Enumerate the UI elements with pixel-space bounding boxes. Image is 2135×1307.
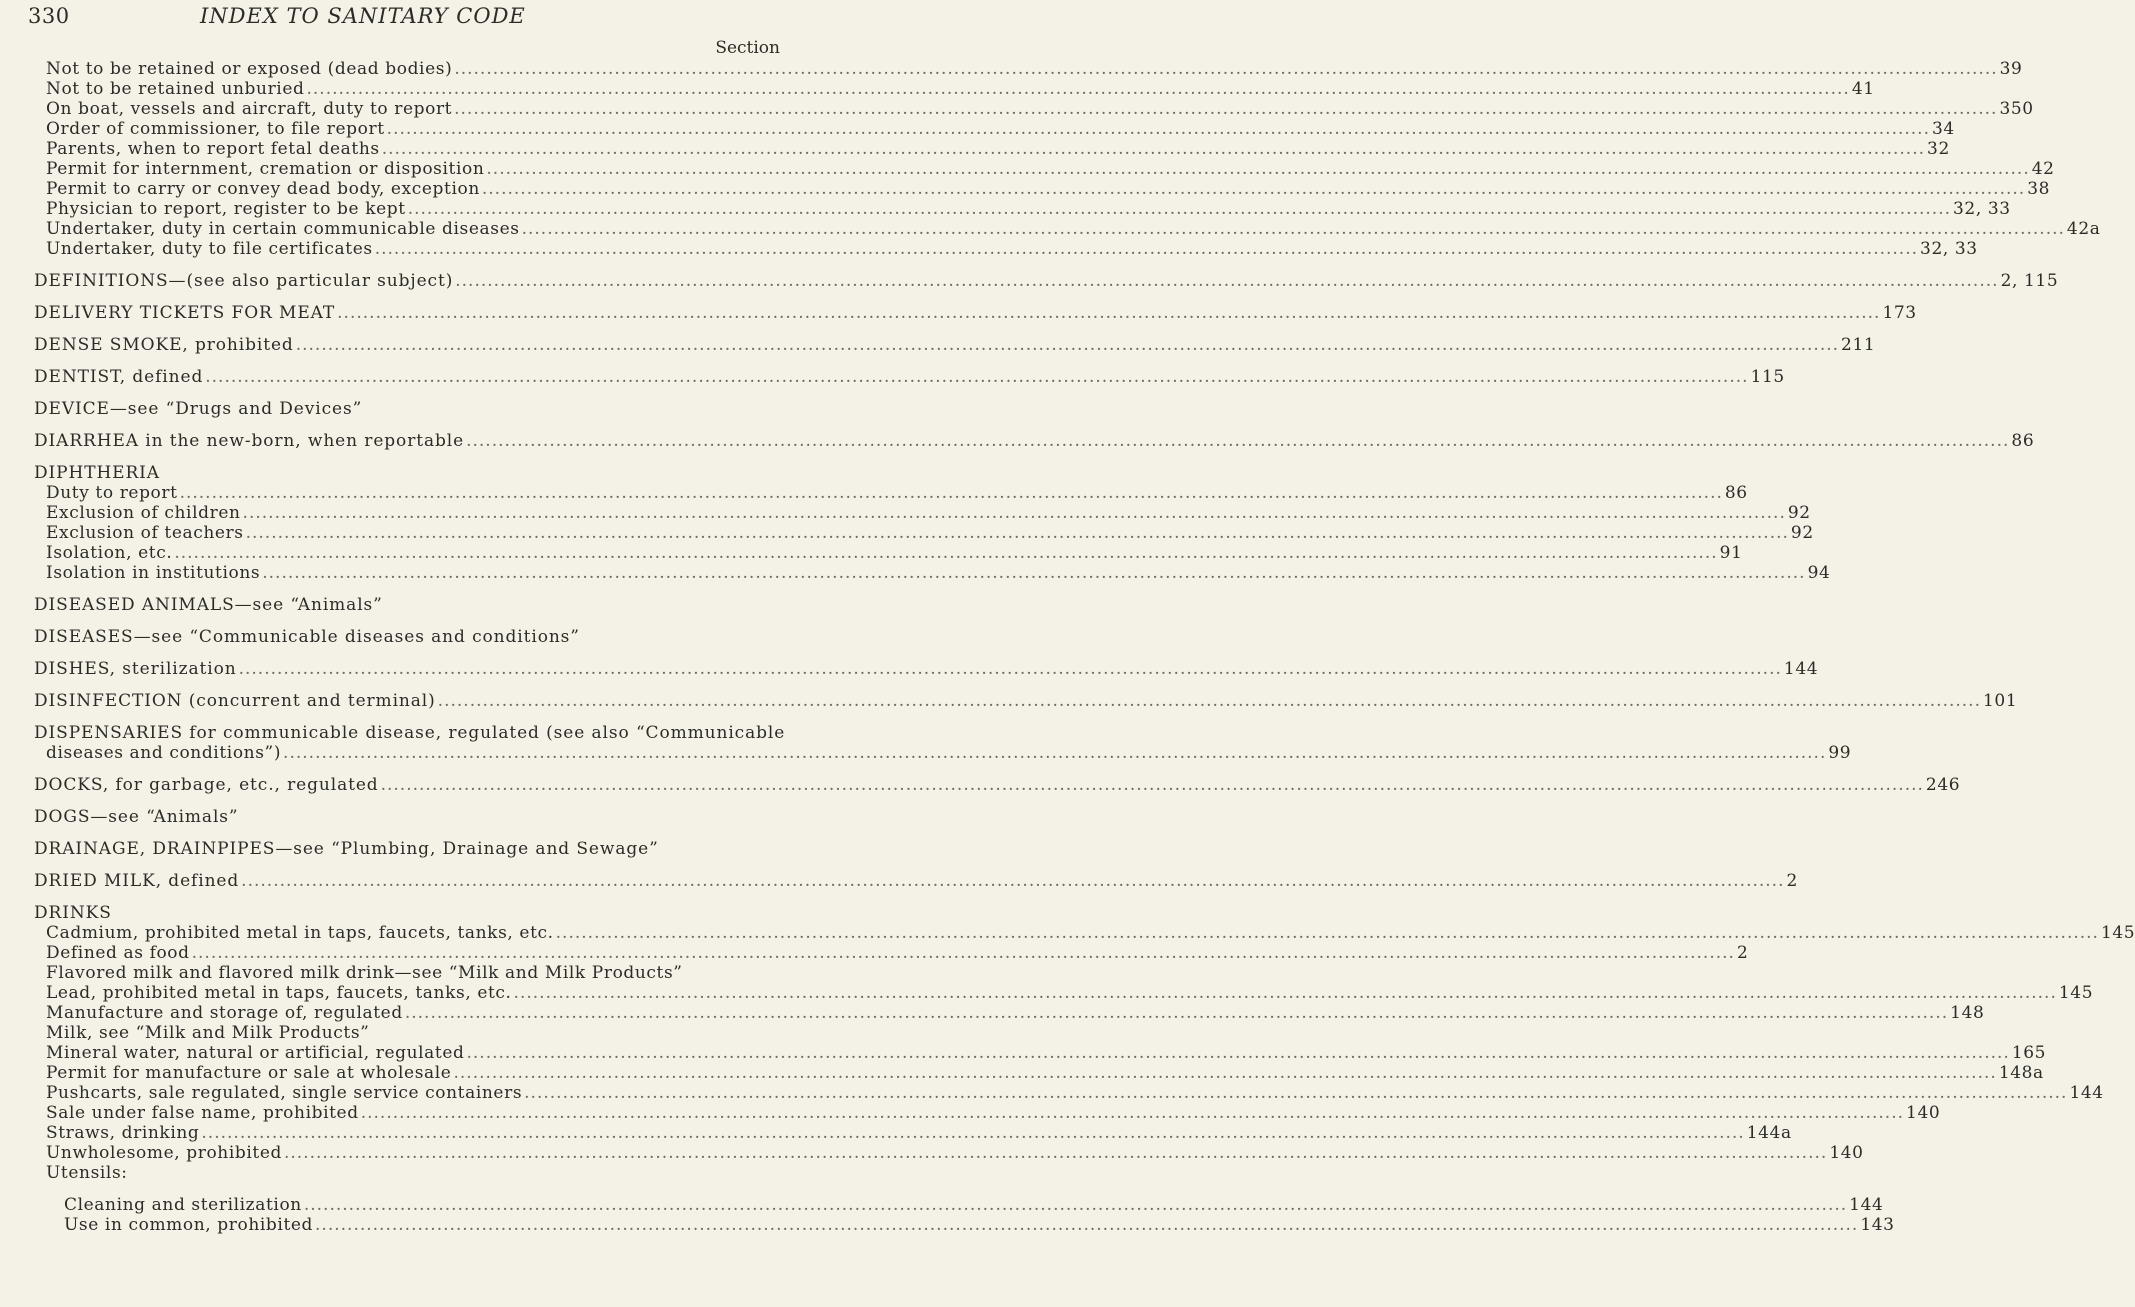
leader-dots: [482, 179, 2025, 199]
index-entry: [34, 271, 2059, 291]
leader-dots: [466, 431, 2009, 451]
leader-dots: [180, 483, 1723, 503]
entry-gap: [34, 259, 780, 271]
entry-text: Straws, drinking: [46, 1123, 200, 1143]
entry-text: Cleaning and sterilization: [64, 1195, 302, 1215]
entry-text: DENTIST, defined: [34, 367, 204, 387]
index-entry: [34, 335, 1876, 355]
leader-dots: [283, 743, 1826, 763]
entry-text: Order of commissioner, to file report: [46, 119, 385, 139]
entry-text: DEFINITIONS—(see also particular subject): [34, 271, 454, 291]
index-heading: DOGS—see “Animals”: [34, 807, 239, 827]
leader-dots: [524, 1083, 2067, 1103]
entry-text: Mineral water, natural or artificial, regulated: [46, 1043, 465, 1063]
section-ref: 246: [1925, 775, 1961, 795]
entry-text: Defined as food: [46, 943, 190, 963]
index-entry: [34, 691, 2018, 711]
section-ref: 145: [2100, 923, 2135, 943]
index-heading: DISEASES—see “Communicable diseases and conditions”: [34, 627, 580, 647]
leader-dots: [405, 1003, 1948, 1023]
index-entry: [34, 1043, 2047, 1063]
index-entry: [34, 239, 1978, 259]
section-ref: 32, 33: [1920, 239, 1978, 259]
index-entry: [34, 943, 1749, 963]
leader-dots: [438, 691, 1981, 711]
index-entry: [34, 1143, 1864, 1163]
index-heading: DEVICE—see “Drugs and Devices”: [34, 399, 363, 419]
entry-text: Not to be retained unburied: [46, 79, 305, 99]
index-entry: [34, 775, 1961, 795]
leader-dots: [361, 1103, 1904, 1123]
index-heading: DRAINAGE, DRAINPIPES—see “Plumbing, Drainage and Sewage”: [34, 839, 659, 859]
page-number: 330: [28, 4, 70, 28]
entry-text: Sale under false name, prohibited: [46, 1103, 359, 1123]
entry-gap: [34, 763, 780, 775]
index-entry: [34, 1103, 1941, 1123]
entry-text: DIARRHEA in the new-born, when reportable: [34, 431, 465, 451]
leader-dots: [556, 923, 2099, 943]
leader-dots: [174, 543, 1717, 563]
entry-gap: [34, 419, 780, 431]
leader-dots: [284, 1143, 1827, 1163]
section-ref: 92: [1790, 523, 1814, 543]
entry-text: Duty to report: [46, 483, 178, 503]
leader-dots: [486, 159, 2029, 179]
section-ref: 91: [1719, 543, 1743, 563]
entry-text: Isolation, etc.: [46, 543, 173, 563]
index-subheading: Milk, see “Milk and Milk Products”: [46, 1023, 370, 1043]
index-heading: DIPHTHERIA: [34, 463, 160, 483]
section-ref: 2: [1786, 871, 1798, 891]
entry-text: Permit to carry or convey dead body, exception: [46, 179, 480, 199]
index-entry: [34, 431, 2035, 451]
entry-gap: [34, 859, 780, 871]
entry-text: Lead, prohibited metal in taps, faucets, tanks, etc.: [46, 983, 512, 1003]
entry-text: diseases and conditions”): [46, 743, 282, 763]
leader-dots: [454, 59, 1997, 79]
entry-text: Isolation in institutions: [46, 563, 261, 583]
index-entry: [34, 59, 2023, 79]
index-entry: [34, 483, 1748, 503]
index-entry: [34, 659, 1819, 679]
entry-text: On boat, vessels and aircraft, duty to report: [46, 99, 453, 119]
section-ref: 140: [1906, 1103, 1941, 1123]
entry-gap: [34, 291, 780, 303]
entry-gap: [34, 451, 780, 463]
section-ref: 86: [1724, 483, 1748, 503]
entry-gap: [34, 355, 780, 367]
index-entry: [34, 743, 1852, 763]
entry-gap: [34, 891, 780, 903]
index-entry: [34, 179, 2051, 199]
index-entry: [34, 367, 1785, 387]
entry-text: Permit for manufacture or sale at wholesale: [46, 1063, 452, 1083]
index-entry: [34, 79, 1875, 99]
section-ref: 86: [2011, 431, 2035, 451]
leader-dots: [201, 1123, 1744, 1143]
index-entry: [34, 119, 1955, 139]
entry-text: Manufacture and storage of, regulated: [46, 1003, 403, 1023]
entry-gap: [34, 795, 780, 807]
index-entry: [34, 1195, 1884, 1215]
index-entry: [34, 983, 2094, 1003]
section-column-label: Section: [715, 38, 780, 58]
index-entry: [34, 503, 1811, 523]
index-entry: [34, 563, 1831, 583]
section-ref: 92: [1787, 503, 1811, 523]
section-ref: 99: [1828, 743, 1852, 763]
entry-gap: [34, 323, 780, 335]
entry-text: Exclusion of teachers: [46, 523, 244, 543]
entry-text: Physician to report, register to be kept: [46, 199, 406, 219]
section-ref: 173: [1882, 303, 1917, 323]
entry-text: DISHES, sterilization: [34, 659, 237, 679]
entry-text: DISINFECTION (concurrent and terminal): [34, 691, 436, 711]
leader-dots: [387, 119, 1930, 139]
entry-text: Use in common, prohibited: [64, 1215, 314, 1235]
entry-gap: [34, 1183, 780, 1195]
section-ref: 211: [1841, 335, 1876, 355]
entry-text: Unwholesome, prohibited: [46, 1143, 282, 1163]
leader-dots: [246, 523, 1789, 543]
entry-gap: [34, 615, 780, 627]
page-header: [28, 0, 788, 30]
entry-gap: [34, 711, 780, 723]
entry-gap: [34, 387, 780, 399]
section-ref: 115: [1750, 367, 1785, 387]
index-entry: [34, 219, 2101, 239]
leader-dots: [514, 983, 2057, 1003]
entry-text: Undertaker, duty in certain communicable diseases: [46, 219, 520, 239]
entry-text: Undertaker, duty to file certificates: [46, 239, 373, 259]
index-heading: DRINKS: [34, 903, 112, 923]
entry-gap: [34, 827, 780, 839]
leader-dots: [262, 563, 1805, 583]
section-ref: 41: [1851, 79, 1875, 99]
section-ref: 144: [1849, 1195, 1884, 1215]
entry-gap: [34, 679, 780, 691]
leader-dots: [408, 199, 1951, 219]
index-entry: [34, 99, 2034, 119]
leader-dots: [205, 367, 1748, 387]
section-ref: 145: [2058, 983, 2094, 1003]
index-entry: [34, 303, 1917, 323]
leader-dots: [467, 1043, 2010, 1063]
section-ref: 140: [1829, 1143, 1864, 1163]
entry-gap: [34, 583, 780, 595]
section-ref: 144: [1783, 659, 1819, 679]
section-ref: 101: [1983, 691, 2018, 711]
index-entry: [34, 1123, 1792, 1143]
index-subheading: Utensils:: [46, 1163, 128, 1183]
section-ref: 350: [1999, 99, 2034, 119]
leader-dots: [454, 99, 1997, 119]
running-title: INDEX TO SANITARY CODE: [200, 4, 526, 28]
leader-dots: [241, 871, 1784, 891]
index-entry: [34, 543, 1743, 563]
section-ref: 32: [1927, 139, 1950, 159]
entry-text: Permit for internment, cremation or disposition: [46, 159, 485, 179]
index-entry: [34, 523, 1814, 543]
entry-text: DRIED MILK, defined: [34, 871, 240, 891]
leader-dots: [381, 775, 1924, 795]
leader-dots: [315, 1215, 1858, 1235]
index-entry: [34, 159, 2055, 179]
index-entry: [34, 923, 2135, 943]
leader-dots: [306, 79, 1849, 99]
section-ref: 148: [1950, 1003, 1985, 1023]
index-entry: [34, 199, 2011, 219]
index-entry: [34, 1003, 1985, 1023]
section-ref: 2, 115: [2000, 271, 2059, 291]
entry-text: Exclusion of children: [46, 503, 241, 523]
section-ref: 148a: [1998, 1063, 2044, 1083]
index-entry: [34, 1215, 1895, 1235]
entry-text: Pushcarts, sale regulated, single service containers: [46, 1083, 523, 1103]
leader-dots: [243, 503, 1786, 523]
section-ref: 144: [2069, 1083, 2104, 1103]
section-ref: 32, 33: [1953, 199, 2011, 219]
leader-dots: [192, 943, 1735, 963]
section-ref: 39: [1999, 59, 2023, 79]
section-ref: 34: [1932, 119, 1955, 139]
index-entry: [34, 1083, 2104, 1103]
entry-text: Parents, when to report fetal deaths: [46, 139, 380, 159]
section-ref: 38: [2027, 179, 2051, 199]
leader-dots: [304, 1195, 1847, 1215]
index-heading: DISPENSARIES for communicable disease, regulated (see also “Communicable: [34, 723, 786, 743]
entry-text: DELIVERY TICKETS FOR MEAT: [34, 303, 336, 323]
leader-dots: [296, 335, 1839, 355]
index-heading: DISEASED ANIMALS—see “Animals”: [34, 595, 383, 615]
section-ref: 165: [2011, 1043, 2047, 1063]
section-ref: 94: [1807, 563, 1831, 583]
section-ref: 42: [2031, 159, 2055, 179]
index-entry: [34, 1063, 2044, 1083]
leader-dots: [455, 271, 1998, 291]
section-ref: 144a: [1746, 1123, 1792, 1143]
section-ref: 2: [1736, 943, 1749, 963]
leader-dots: [239, 659, 1782, 679]
index-entry: [34, 871, 1798, 891]
entry-text: Cadmium, prohibited metal in taps, faucets, tanks, etc.: [46, 923, 554, 943]
index-subheading: Flavored milk and flavored milk drink—see “Milk and Milk Products”: [46, 963, 683, 983]
section-ref: 143: [1860, 1215, 1895, 1235]
leader-dots: [522, 219, 2065, 239]
entry-text: DOCKS, for garbage, etc., regulated: [34, 775, 379, 795]
entry-text: DENSE SMOKE, prohibited: [34, 335, 294, 355]
index-entry: [34, 139, 1950, 159]
leader-dots: [337, 303, 1880, 323]
entry-gap: [34, 647, 780, 659]
section-ref: 42a: [2066, 219, 2101, 239]
leader-dots: [382, 139, 1925, 159]
leader-dots: [453, 1063, 1996, 1083]
leader-dots: [375, 239, 1918, 259]
index-entries: [34, 59, 2135, 1235]
entry-text: Not to be retained or exposed (dead bodies): [46, 59, 453, 79]
